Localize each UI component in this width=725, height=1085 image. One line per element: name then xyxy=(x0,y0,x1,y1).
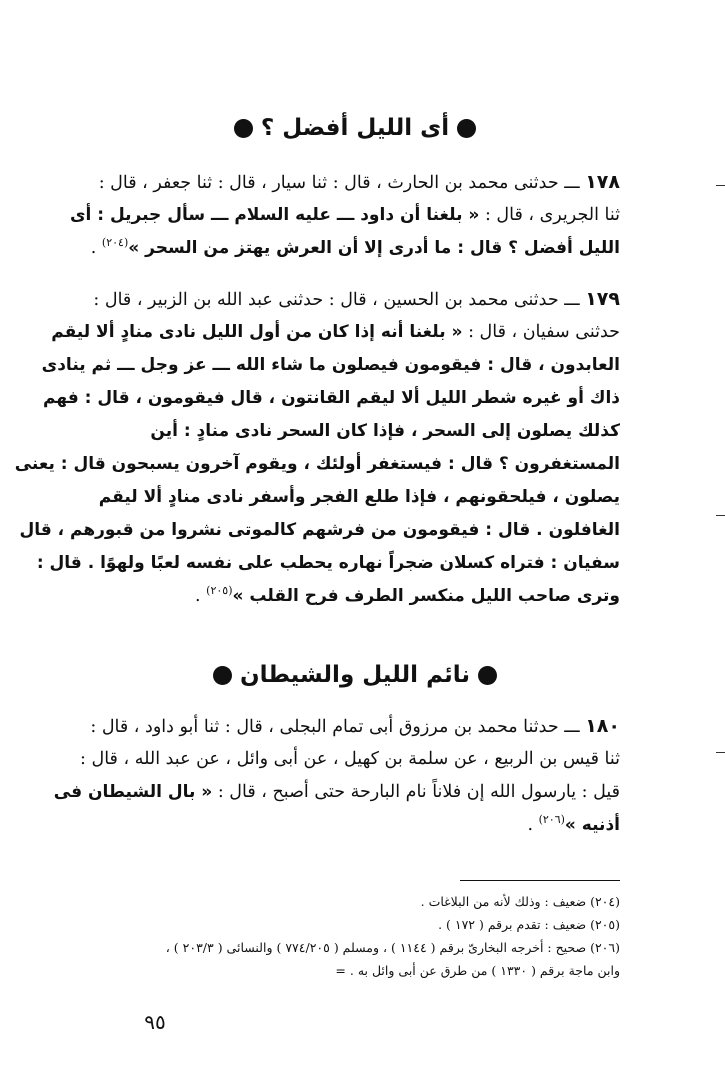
quote-run: الليل أفضل ؟ قال : ما أدرى إلا أن العرش يهتز من السحر » xyxy=(128,238,620,258)
footnote-205: (٢٠٥) ضعيف : تقدم برقم ( ١٧٢ ) . xyxy=(438,917,620,932)
quote-run: وترى صاحب الليل منكسر الطرف فرح القلب » xyxy=(232,586,620,606)
heading-text: نائم الليل والشيطان xyxy=(239,662,471,688)
footnote-ref: (٢٠٥) xyxy=(206,584,233,598)
text-run: . xyxy=(195,586,207,606)
quote-run: « بلغنا أن داود ـــ عليه السلام ـــ سأل جبريل : أى xyxy=(69,205,480,225)
text-line xyxy=(80,710,620,743)
footnote-204: (٢٠٤) ضعيف : وذلك لأنه من البلاغات . xyxy=(420,894,620,909)
section-heading-best-night xyxy=(80,113,630,143)
text-run: . xyxy=(527,815,539,835)
page-number: ٩٥ xyxy=(144,1010,166,1034)
text-run: ـــ حدثنا محمد بن مرزوق أبى تمام البجلى ، قال : ثنا أبو داود ، قال : xyxy=(90,717,580,737)
text-line xyxy=(51,316,620,349)
text-run: ثنا الجريرى ، قال : xyxy=(479,205,620,225)
footnote-ref: (٢٠٦) xyxy=(538,813,565,827)
text-line: ثنا قيس بن الربيع ، عن سلمة بن كهيل ، عن أبى وائل ، عن عبد الله ، قال : xyxy=(80,749,620,769)
section-heading-sleeper-and-devil xyxy=(80,660,630,690)
hadith-number: ١٨٠ xyxy=(585,715,620,737)
hadith-178 xyxy=(69,166,620,265)
quote-run: أذنيه » xyxy=(564,815,620,835)
text-run: . xyxy=(90,238,102,258)
text-run: حدثنى سفيان ، قال : xyxy=(462,322,620,342)
hadith-180 xyxy=(53,710,620,842)
text-line: سفيان : فتراه كسلان ضجراً نهاره يحطب على نفسه لعبًا ولهوًا . قال : xyxy=(36,553,620,573)
footnote-206: (٢٠٦) صحيح : أخرجه البخارىّ برقم ( ١١٤٤ ) ، ومسلم ( ٧٧٤/٢٠٥ ) والنسائى ( ٢٠٣/٣ ) ، xyxy=(165,940,620,955)
heading-text: أى الليل أفضل ؟ xyxy=(260,115,450,141)
text-run: ـــ حدثنى محمد بن الحارث ، قال : ثنا سيار ، قال : ثنا جعفر ، قال : xyxy=(98,173,580,193)
text-run: ـــ حدثنى محمد بن الحسين ، قال : حدثنى عبد الله بن الزبير ، قال : xyxy=(93,290,580,310)
text-line xyxy=(80,166,620,199)
text-line xyxy=(53,776,620,809)
bullet-icon xyxy=(478,666,497,685)
text-line: العابدون ، قال : فيقومون فيصلون ما شاء الله ـــ عز وجل ـــ ثم ينادى xyxy=(41,355,620,375)
footnote-ref: (٢٠٤) xyxy=(101,236,129,250)
quote-run: « بلغنا أنه إذا كان من أول الليل نادى منادٍ ألا ليقم xyxy=(51,322,463,342)
text-line: الغافلون . قال : فيقومون من فرشهم كالموتى نشروا من قبورهم ، قال xyxy=(19,520,620,540)
text-line: ذاك أو غيره شطر الليل ألا ليقم القانتون ، قال فيقومون ، قال : فهم xyxy=(43,388,620,408)
hadith-179 xyxy=(14,283,620,613)
text-line xyxy=(80,580,620,613)
footnote-separator xyxy=(460,880,620,881)
footnote-206-continued: وابن ماجة برقم ( ١٣٣٠ ) من طرق عن أبى وائل به . = xyxy=(335,963,620,978)
text-line xyxy=(69,199,620,232)
hadith-number: ١٧٨ xyxy=(585,171,620,193)
text-line: يصلون ، فيلحقونهم ، فإذا طلع الفجر وأسفر نادى منادٍ ألا ليقم xyxy=(98,487,620,507)
footnotes xyxy=(40,890,620,982)
bullet-icon xyxy=(234,119,253,138)
bullet-icon xyxy=(213,666,232,685)
edge-mark xyxy=(716,752,725,753)
quote-run: « بال الشيطان فى xyxy=(53,782,213,802)
edge-mark xyxy=(716,515,725,516)
text-line xyxy=(80,809,620,842)
hadith-number: ١٧٩ xyxy=(585,288,620,310)
text-line xyxy=(80,232,620,265)
bullet-icon xyxy=(457,119,476,138)
edge-mark xyxy=(716,185,725,186)
text-run: قيل : يارسول الله إن فلاناً نام البارحة حتى أصبح ، قال : xyxy=(212,782,620,802)
text-line: كذلك يصلون إلى السحر ، فإذا كان السحر نادى منادٍ : أين xyxy=(150,421,620,441)
text-line: المستغفرون ؟ قال : فيستغفر أولئك ، ويقوم آخرون يسبحون قال : يعنى xyxy=(14,454,620,474)
text-line xyxy=(80,283,620,316)
